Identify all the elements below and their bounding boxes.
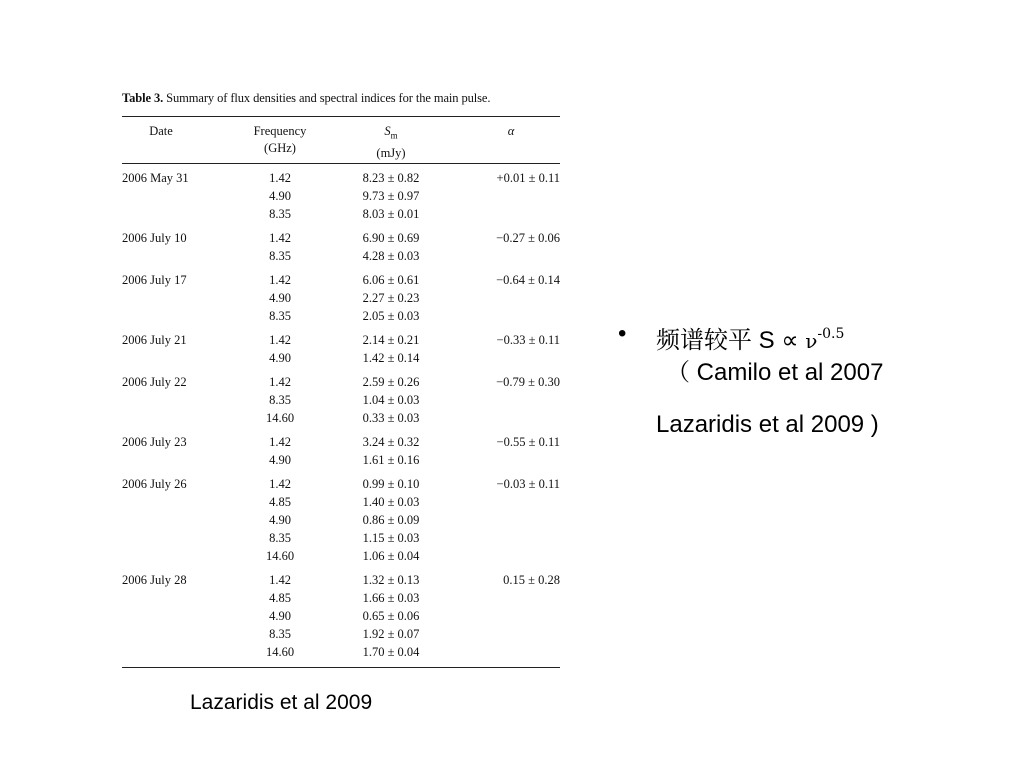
cell-flux: 1.06 ± 0.04: [362, 549, 420, 563]
flux-table-figure: [122, 90, 560, 668]
table-row: [122, 511, 560, 529]
cell-date: 2006 July 21: [122, 333, 187, 347]
table-caption: [122, 90, 560, 106]
cell-frequency: 1.42: [269, 435, 291, 449]
cell-date: 2006 July 23: [122, 435, 187, 449]
header-frequency-unit: (GHz): [264, 141, 296, 155]
bullet-marker: •: [618, 320, 627, 347]
table-row: [122, 475, 560, 493]
cell-alpha: −0.55 ± 0.11: [496, 435, 560, 449]
cell-alpha: −0.64 ± 0.14: [496, 273, 560, 287]
cell-frequency: 1.42: [269, 333, 291, 347]
cell-flux: 0.33 ± 0.03: [362, 411, 420, 425]
formula-exponent: -0.5: [817, 326, 845, 342]
cell-alpha: −0.27 ± 0.06: [496, 231, 560, 245]
cell-date: 2006 July 17: [122, 273, 187, 287]
table-row: [122, 307, 560, 325]
table-group: [122, 373, 560, 427]
table-caption-label: Table 3.: [122, 91, 164, 105]
cell-frequency: 4.90: [269, 513, 291, 527]
cell-frequency: 1.42: [269, 171, 291, 185]
cell-flux: 2.59 ± 0.26: [362, 375, 420, 389]
cell-frequency: 1.42: [269, 375, 291, 389]
cell-frequency: 8.35: [269, 627, 291, 641]
table-row: [122, 607, 560, 625]
cell-flux: 2.05 ± 0.03: [362, 309, 420, 323]
table-body: [122, 164, 560, 665]
cell-alpha: −0.33 ± 0.11: [496, 333, 560, 347]
cell-flux: 8.03 ± 0.01: [362, 207, 420, 221]
bullet-chinese-text: 频谱较平: [656, 326, 752, 354]
cell-frequency: 8.35: [269, 249, 291, 263]
table-header-row: [122, 117, 560, 161]
cell-flux: 8.23 ± 0.82: [362, 171, 420, 185]
header-flux-symbol: S: [384, 124, 391, 138]
table-row: [122, 625, 560, 643]
table-row: [122, 433, 560, 451]
table-bottom-rule: [122, 667, 560, 668]
bullet-text: [656, 318, 1018, 441]
cell-frequency: 8.35: [269, 207, 291, 221]
cell-flux: 6.90 ± 0.69: [362, 231, 420, 245]
cell-flux: 2.14 ± 0.21: [362, 333, 420, 347]
cell-flux: 1.61 ± 0.16: [362, 453, 420, 467]
cell-date: 2006 July 26: [122, 477, 187, 491]
cell-date: 2006 July 22: [122, 375, 187, 389]
table-row: [122, 229, 560, 247]
cell-frequency: 1.42: [269, 273, 291, 287]
formula-nu: ν: [805, 329, 818, 353]
cell-flux: 0.65 ± 0.06: [362, 609, 420, 623]
cell-frequency: 4.85: [269, 495, 291, 509]
cell-frequency: 14.60: [265, 645, 295, 659]
cell-frequency: 1.42: [269, 231, 291, 245]
cell-flux: 2.27 ± 0.23: [362, 291, 420, 305]
cell-frequency: 4.90: [269, 453, 291, 467]
cell-flux: 1.40 ± 0.03: [362, 495, 420, 509]
table-source-credit: Lazaridis et al 2009: [190, 691, 373, 714]
table-row: [122, 373, 560, 391]
table-row: [122, 493, 560, 511]
table-row: [122, 409, 560, 427]
cell-frequency: 14.60: [265, 549, 295, 563]
table-row: [122, 187, 560, 205]
table-row: [122, 589, 560, 607]
cell-frequency: 1.42: [269, 477, 291, 491]
cell-frequency: 4.90: [269, 351, 291, 365]
header-flux: [347, 123, 435, 162]
header-frequency-label: Frequency: [253, 124, 307, 138]
cell-frequency: 8.35: [269, 309, 291, 323]
cell-flux: 9.73 ± 0.97: [362, 189, 420, 203]
cell-flux: 0.86 ± 0.09: [362, 513, 420, 527]
formula-proportional: ∝: [781, 327, 799, 354]
header-alpha: α: [507, 124, 515, 138]
cell-date: 2006 May 31: [122, 171, 189, 185]
table-group: [122, 571, 560, 661]
cell-frequency: 4.90: [269, 189, 291, 203]
cell-frequency: 14.60: [265, 411, 295, 425]
table-group: [122, 331, 560, 367]
table-group: [122, 433, 560, 469]
cell-alpha: +0.01 ± 0.11: [496, 171, 560, 185]
table-row: [122, 643, 560, 661]
header-frequency: [240, 123, 320, 157]
table-row: [122, 571, 560, 589]
cell-date: 2006 July 10: [122, 231, 187, 245]
cell-flux: 1.92 ± 0.07: [362, 627, 420, 641]
header-flux-unit: (mJy): [376, 145, 406, 160]
table-row: [122, 391, 560, 409]
table-row: [122, 169, 560, 187]
table-row: [122, 529, 560, 547]
table-row: [122, 205, 560, 223]
cell-flux: 6.06 ± 0.61: [362, 273, 420, 287]
cell-flux: 1.04 ± 0.03: [362, 393, 420, 407]
cell-flux: 1.32 ± 0.13: [362, 573, 420, 587]
cell-frequency: 4.90: [269, 291, 291, 305]
table-group: [122, 229, 560, 265]
bullet-reference-line2: Lazaridis et al 2009 ): [656, 411, 879, 438]
cell-frequency: 8.35: [269, 531, 291, 545]
header-flux-subscript: m: [390, 130, 398, 141]
bullet-reference-line1: （ Camilo et al 2007: [666, 359, 884, 386]
cell-flux: 1.66 ± 0.03: [362, 591, 420, 605]
table-row: [122, 349, 560, 367]
table-row: [122, 247, 560, 265]
cell-frequency: 8.35: [269, 393, 291, 407]
cell-alpha: −0.03 ± 0.11: [496, 477, 560, 491]
table-row: [122, 547, 560, 565]
cell-flux: 1.15 ± 0.03: [362, 531, 420, 545]
cell-alpha: 0.15 ± 0.28: [503, 573, 560, 587]
cell-flux: 1.42 ± 0.14: [362, 351, 420, 365]
table-group: [122, 475, 560, 565]
table-row: [122, 331, 560, 349]
table-row: [122, 289, 560, 307]
spectrum-bullet: [618, 318, 1018, 441]
cell-alpha: −0.79 ± 0.30: [496, 375, 560, 389]
table-row: [122, 451, 560, 469]
cell-flux: 3.24 ± 0.32: [362, 435, 420, 449]
cell-date: 2006 July 28: [122, 573, 187, 587]
table-caption-text: Summary of flux densities and spectral indices for the main pulse.: [166, 91, 491, 105]
cell-frequency: 1.42: [269, 573, 291, 587]
cell-flux: 0.99 ± 0.10: [362, 477, 420, 491]
table-group: [122, 169, 560, 223]
formula-s: S: [758, 327, 775, 354]
header-date: Date: [149, 124, 173, 138]
table-row: [122, 271, 560, 289]
cell-flux: 1.70 ± 0.04: [362, 645, 420, 659]
cell-frequency: 4.85: [269, 591, 291, 605]
cell-frequency: 4.90: [269, 609, 291, 623]
table-group: [122, 271, 560, 325]
cell-flux: 4.28 ± 0.03: [362, 249, 420, 263]
